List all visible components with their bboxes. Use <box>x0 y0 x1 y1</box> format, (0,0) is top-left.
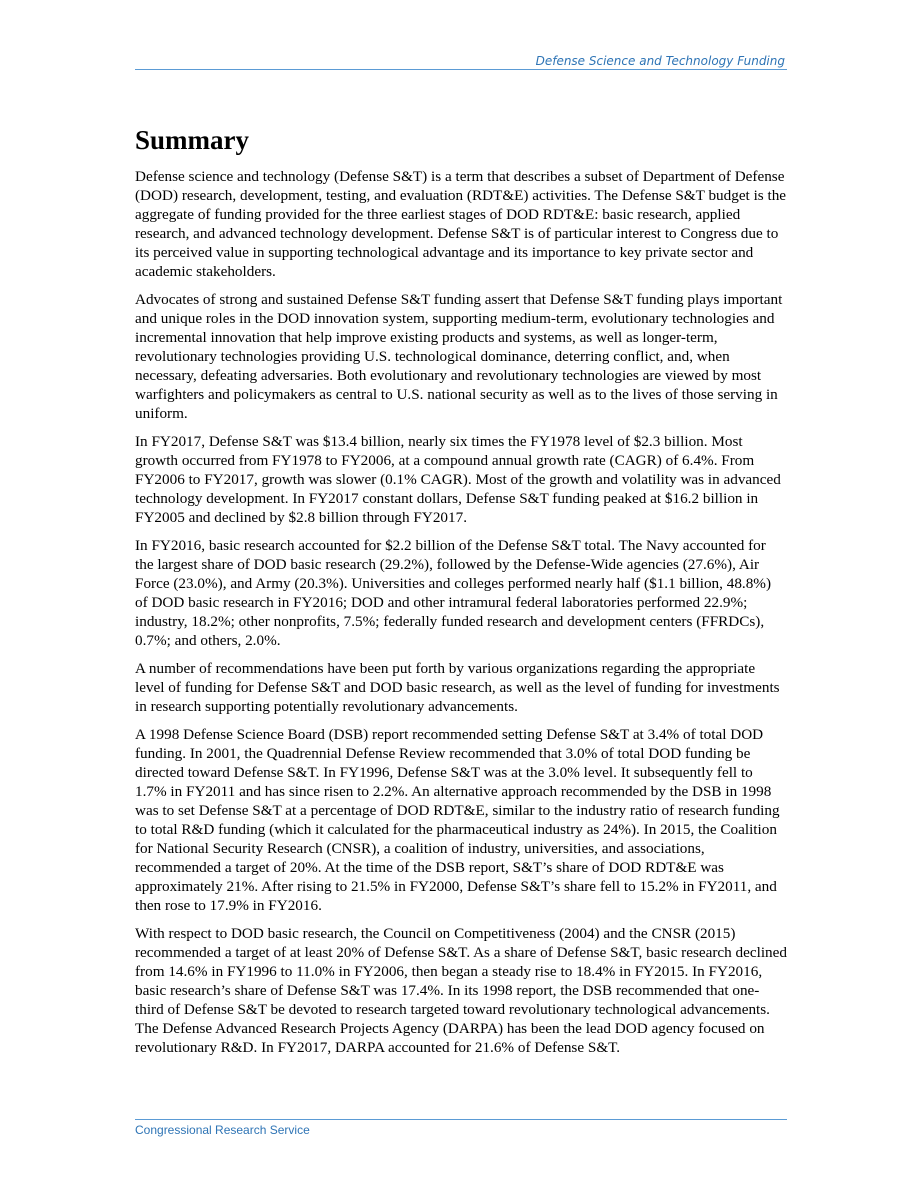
paragraph: With respect to DOD basic research, the Council on Competitiveness (2004) and the CNSR (2015) recommended a target of at least 20% of Defense S&T. As a share of Defense S&T, basic research declined from 14.6% in FY1996 to 11.0% in FY2006, then began a steady rise to 18.4% in FY2015. In FY2016, basic research’s share of Defense S&T was 17.4%. In its 1998 report, the DSB recommended that one-third of Defense S&T be devoted to research targeted toward revolutionary technological advancements. The Defense Advanced Research Projects Agency (DARPA) has been the lead DOD agency focused on revolutionary R&D. In FY2017, DARPA accounted for 21.6% of Defense S&T. <box>135 925 787 1056</box>
document-body <box>135 167 787 1066</box>
paragraph: Defense science and technology (Defense S&T) is a term that describes a subset of Department of Defense (DOD) research, development, testing, and evaluation (RDT&E) activities. The Defense S&T budget is the aggregate of funding provided for the three earliest stages of DOD RDT&E: basic research, applied research, and advanced technology development. Defense S&T is of particular interest to Congress due to its perceived value in supporting technological advantage and its importance to key private sector and academic stakeholders. <box>135 168 787 280</box>
paragraph: In FY2016, basic research accounted for $2.2 billion of the Defense S&T total. The Navy accounted for the largest share of DOD basic research (29.2%), followed by the Defense-Wide agencies (27.6%), Air Force (23.0%), and Army (20.3%). Universities and colleges performed nearly half ($1.1 billion, 48.8%) of DOD basic research in FY2016; DOD and other intramural federal laboratories performed 22.9%; industry, 18.2%; other nonprofits, 7.5%; federally funded research and development centers (FFRDCs), 0.7%; and others, 2.0%. <box>135 537 772 649</box>
running-header: Defense Science and Technology Funding <box>535 54 785 68</box>
footer-organization: Congressional Research Service <box>135 1123 310 1137</box>
paragraph: A number of recommendations have been put forth by various organizations regarding the appropriate level of funding for Defense S&T and DOD basic research, as well as the level of funding for investments in research supporting potentially revolutionary advancements. <box>135 660 780 715</box>
paragraph: Advocates of strong and sustained Defense S&T funding assert that Defense S&T funding plays important and unique roles in the DOD innovation system, supporting medium-term, evolutionary technologies and incremental innovation that help improve existing products and systems, as well as longer-term, revolutionary technologies providing U.S. technological dominance, deterring conflict, and, when necessary, defeating adversaries. Both evolutionary and revolutionary technologies are viewed by most warfighters and policymakers as central to U.S. national security as well as to the lives of those serving in uniform. <box>135 291 783 422</box>
paragraph: A 1998 Defense Science Board (DSB) report recommended setting Defense S&T at 3.4% of total DOD funding. In 2001, the Quadrennial Defense Review recommended that 3.0% of total DOD funding be directed toward Defense S&T. In FY1996, Defense S&T was at the 3.0% level. It subsequently fell to 1.7% in FY2011 and has since risen to 2.2%. An alternative approach recommended by the DSB in 1998 was to set Defense S&T at a percentage of DOD RDT&E, similar to the industry ratio of research funding to total R&D funding (which it calculated for the pharmaceutical industry as 24%). In 2015, the Coalition for National Security Research (CNSR), a coalition of industry, universities, and associations, recommended a target of 20%. At the time of the DSB report, S&T’s share of DOD RDT&E was approximately 21%. After rising to 21.5% in FY2000, Defense S&T’s share fell to 15.2% in FY2011, and then rose to 17.9% in FY2016. <box>135 726 780 914</box>
paragraph: In FY2017, Defense S&T was $13.4 billion, nearly six times the FY1978 level of $2.3 billion. Most growth occurred from FY1978 to FY2006, at a compound annual growth rate (CAGR) of 6.4%. From FY2006 to FY2017, growth was slower (0.1% CAGR). Most of the growth and volatility was in advanced technology development. In FY2017 constant dollars, Defense S&T funding peaked at $16.2 billion in FY2005 and declined by $2.8 billion through FY2017. <box>135 433 781 526</box>
footer-divider <box>135 1119 787 1120</box>
header-divider <box>135 69 787 70</box>
page-title: Summary <box>135 125 249 155</box>
